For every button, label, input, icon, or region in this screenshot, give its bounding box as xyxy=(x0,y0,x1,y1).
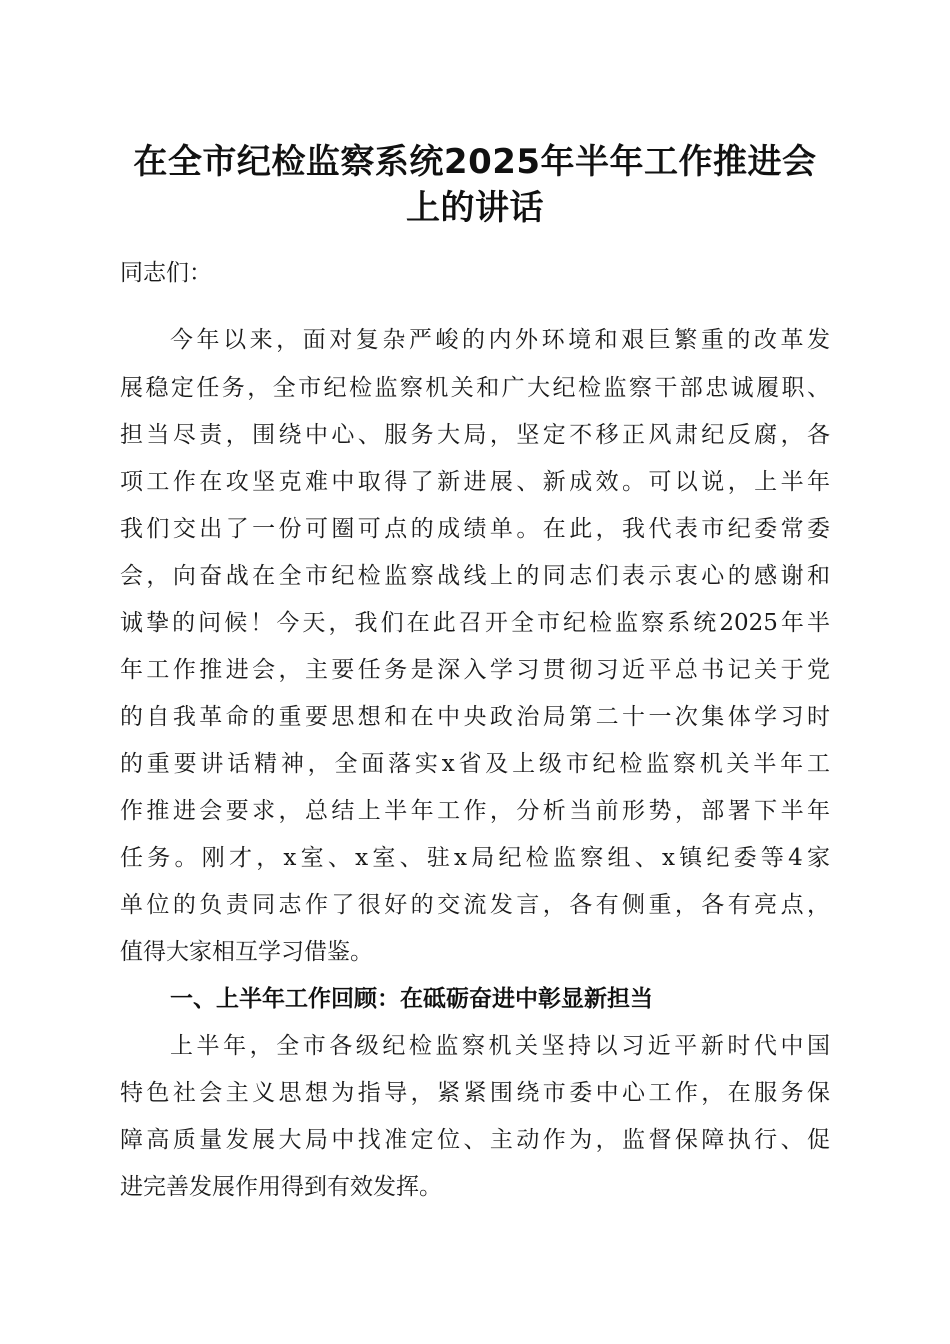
paragraph-1-line: 的自我革命的重要思想和在中央政治局第二十一次集体学习时 xyxy=(120,704,830,730)
paragraph-1-line: 年工作推进会，主要任务是深入学习贯彻习近平总书记关于党 xyxy=(120,657,830,683)
paragraph-1-line: 值得大家相互学习借鉴。 xyxy=(120,939,373,965)
paragraph-1-line: 任务。刚才，x室、x室、驻x局纪检监察组、x镇纪委等4家 xyxy=(120,845,830,871)
paragraph-1-line: 会，向奋战在全市纪检监察战线上的同志们表示衷心的感谢和 xyxy=(120,563,830,589)
paragraph-2-line: 上半年，全市各级纪检监察机关坚持以习近平新时代中国 xyxy=(170,1033,830,1059)
paragraph-1-line: 担当尽责，围绕中心、服务大局，坚定不移正风肃纪反腐，各 xyxy=(120,422,830,448)
section-heading-1: 一、上半年工作回顾：在砥砺奋进中彰显新担当 xyxy=(170,986,653,1012)
salutation: 同志们： xyxy=(120,260,212,286)
document-title-line-2: 上的讲话 xyxy=(406,188,544,228)
paragraph-1-line: 单位的负责同志作了很好的交流发言，各有侧重，各有亮点， xyxy=(120,892,830,918)
paragraph-2-line: 特色社会主义思想为指导，紧紧围绕市委中心工作，在服务保 xyxy=(120,1080,830,1106)
paragraph-1-line: 今年以来，面对复杂严峻的内外环境和艰巨繁重的改革发 xyxy=(170,327,830,353)
paragraph-1-line: 诚挚的问候！今天，我们在此召开全市纪检监察系统2025年半 xyxy=(120,610,830,636)
paragraph-1-line: 展稳定任务，全市纪检监察机关和广大纪检监察干部忠诚履职、 xyxy=(120,375,830,401)
paragraph-1-line: 的重要讲话精神，全面落实x省及上级市纪检监察机关半年工 xyxy=(120,751,830,777)
paragraph-1-line: 我们交出了一份可圈可点的成绩单。在此，我代表市纪委常委 xyxy=(120,516,830,542)
paragraph-2-line: 障高质量发展大局中找准定位、主动作为，监督保障执行、促 xyxy=(120,1127,830,1153)
paragraph-2-line: 进完善发展作用得到有效发挥。 xyxy=(120,1174,442,1200)
paragraph-1-line: 作推进会要求，总结上半年工作，分析当前形势，部署下半年 xyxy=(120,798,830,824)
paragraph-1-line: 项工作在攻坚克难中取得了新进展、新成效。可以说，上半年 xyxy=(120,469,830,495)
document-title-line-1: 在全市纪检监察系统2025年半年工作推进会 xyxy=(133,142,817,182)
